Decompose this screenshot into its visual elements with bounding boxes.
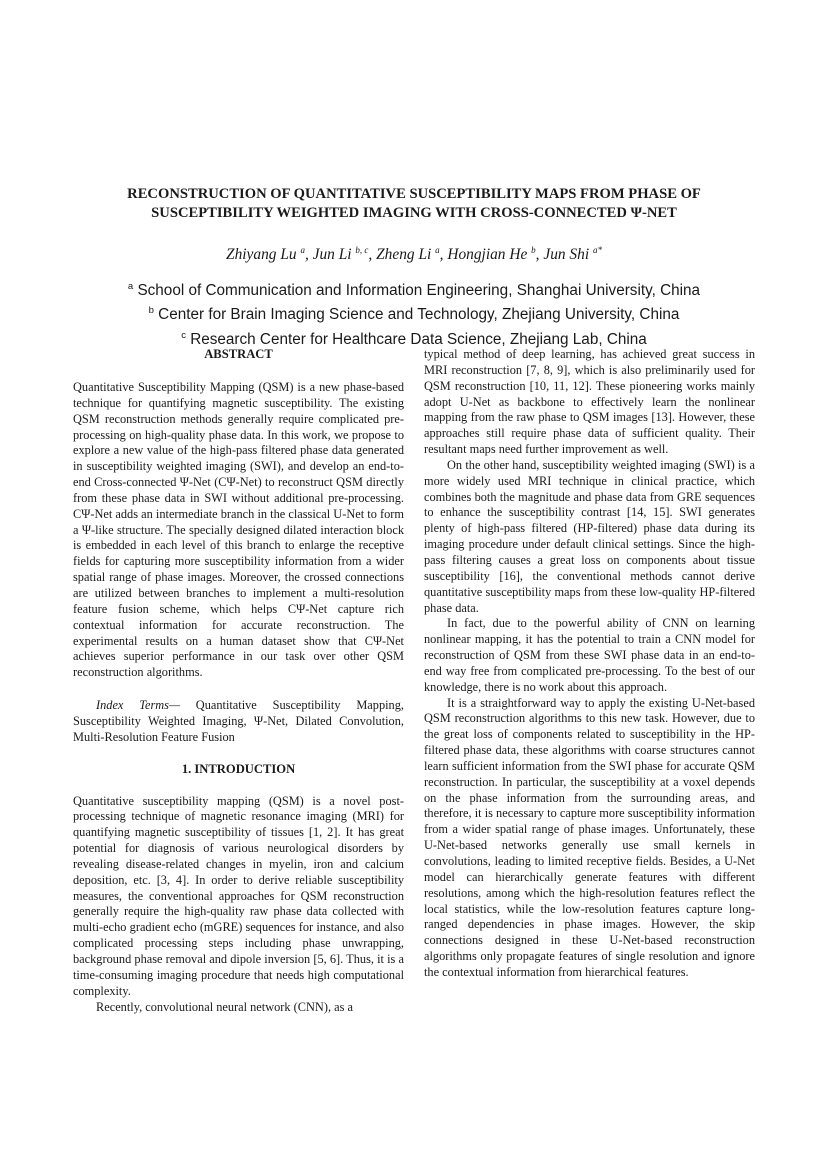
index-terms-text: Quantitative Susceptibility Mapping, Susceptibility Weighted Imaging, Ψ-Net, Dilated Convolution, Multi-Resolution Feature Fusion (73, 698, 404, 744)
index-terms (73, 698, 404, 746)
abstract-heading: ABSTRACT (204, 347, 273, 361)
index-terms-label: Index Terms— (96, 698, 180, 713)
paper-title (60, 185, 768, 223)
intro-paragraph: Quantitative susceptibility mapping (QSM) is a novel post-processing technique of magnetic resonance imaging (MRI) for quantifying magnetic susceptibility of tissues [1, 2]. It has great potential for diagnosis of various neurological disorders by revealing disease-related changes in myelin, iron and calcium deposition, etc. [3, 4]. In order to derive reliable susceptibility measures, the conventional approaches for QSM reconstruction generally require the high-quality raw phase data collected with multi-echo gradient echo (mGRE) sequences for instance, and also complicated processing steps including phase unwrapping, background phase removal and dipole inversion [5, 6]. Thus, it is a time-consuming imaging procedure that needs high computational complexity. (73, 793, 404, 998)
affiliation-line (60, 277, 768, 301)
author-list: Zhiyang Lu $^a$, Jun Li $^{b, c}$, Zheng Li $^a$, Hongjian He $^b$, Jun Shi $^{a*}$ (226, 245, 602, 264)
affiliation-line (60, 301, 768, 325)
intro-paragraph-continued: typical method of deep learning, has achieved great success in MRI reconstruction [7, 8, 9], which is also preliminarily used for QSM reconstruction [10, 11, 12]. These pioneering works mainly adopt U-Net as backbone to effectively learn the nonlinear mapping from the raw phase to QSM images [13]. However, these approaches still require phase data of sufficient quality. Their resultant maps need further improvement as well. (424, 347, 755, 457)
author-name: Zhiyang Lu (226, 246, 297, 264)
author-name: Hongjian He (447, 246, 528, 264)
author-name: Jun Shi (543, 246, 590, 264)
author-affil-mark: a (435, 245, 440, 255)
affiliation-list (60, 277, 768, 350)
author-name: Zheng Li (376, 246, 432, 264)
left-column (73, 347, 404, 1015)
introduction-heading: 1. INTRODUCTION (181, 761, 296, 776)
author-affil-mark: b, c (355, 245, 369, 255)
affiliation-mark: b (148, 305, 154, 317)
intro-paragraph: In fact, due to the powerful ability of CNN on learning nonlinear mapping, it has the potential to train a CNN model for reconstruction of QSM from these SWI phase data in an end-to-end way free from complicated pre-processing. To the best of our knowledge, there is no work about this approach. (424, 616, 755, 694)
affiliation-mark: a (127, 281, 134, 292)
affiliation-mark: c (181, 329, 186, 341)
intro-paragraph: On the other hand, susceptibility weighted imaging (SWI) is a more widely used MRI technique in clinical practice, which combines both the magnitude and phase data from GRE sequences to enhance the susceptibility contrast [14, 15]. SWI generates plenty of high-pass filtered (HP-filtered) phase data during its imaging procedure under default clinical settings. Since the high-pass filtering causes a great loss on components about tissue susceptibility [16], the conventional methods cannot derive quantitative susceptibility maps from these low-quality HP-filtered phase data. (424, 457, 755, 615)
author-affil-mark: b (531, 245, 536, 255)
title-line-1: RECONSTRUCTION OF QUANTITATIVE SUSCEPTIBILITY MAPS FROM PHASE OF (127, 186, 701, 202)
author-name: Jun Li (312, 246, 352, 264)
author-affil-mark: a* (592, 245, 602, 255)
intro-paragraph: It is a straightforward way to apply the existing U-Net-based QSM reconstruction algorithms to this new task. However, due to the great loss of components related to susceptibility in the HP-filtered phase data, these algorithms with coarse structures cannot learn sufficient information from the SWI phase for accurate QSM reconstruction. In particular, the susceptibility at a voxel depends on the phase information from the surrounding areas, and therefore, it is necessary to capture more susceptibility information from a wider spatial range of phase images. Unfortunately, these U-Net-based networks generally use small kernels in convolutions, leading to limited receptive fields. Besides, a U-Net model can hierarchically generate features with different resolutions, among which the high-resolution features reflect the local statistics, while the low-resolution features capture long-ranged dependencies in phase images. However, the skip connections designed in these U-Net-based reconstruction algorithms only propagate features of single resolution and ignore the contextual information from hierarchical features. (424, 695, 755, 979)
intro-paragraph: Recently, convolutional neural network (CNN), as a (96, 999, 353, 1014)
title-line-2: SUSCEPTIBILITY WEIGHTED IMAGING WITH CROSS-CONNECTED Ψ-NET (151, 205, 677, 221)
affiliation-text: School of Communication and Information Engineering, Shanghai University, China (137, 282, 701, 300)
affiliation-text: Research Center for Healthcare Data Science, Zhejiang Lab, China (190, 330, 647, 348)
affiliation-text: Center for Brain Imaging Science and Technology, Zhejiang University, China (158, 306, 680, 324)
author-affil-mark: a (300, 245, 305, 255)
right-column (424, 347, 755, 981)
abstract-text: Quantitative Susceptibility Mapping (QSM) is a new phase-based technique for quantifying magnetic susceptibility. The existing QSM reconstruction methods generally require complicated pre-processing on high-quality phase data. In this work, we propose to explore a new value of the high-pass filtered phase data generated in susceptibility weighted imaging (SWI), and develop an end-to-end Cross-connected Ψ-Net (CΨ-Net) to reconstruct QSM directly from these phase data in SWI without additional pre-processing. CΨ-Net adds an intermediate branch in the classical U-Net to form a Ψ-like structure. The specially designed dilated interaction block is embedded in each level of this branch to enlarge the receptive fields for capturing more susceptibility information from a wider spatial range of phase images. Moreover, the crossed connections are utilized between branches to implement a multi-resolution feature fusion scheme, which helps CΨ-Net capture rich contextual information for accurate reconstruction. The experimental results on a human dataset show that CΨ-Net achieves superior performance in our task over other QSM reconstruction algorithms. (73, 380, 404, 680)
